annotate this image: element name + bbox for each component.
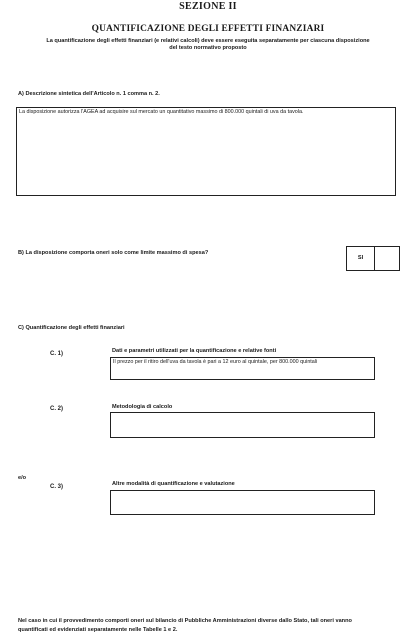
c1-box bbox=[110, 357, 375, 380]
page-title: QUANTIFICAZIONE DEGLI EFFETTI FINANZIARI bbox=[91, 24, 325, 34]
answer-si-label: SI bbox=[357, 255, 364, 261]
section-c-label: C) Quantificazione degli effetti finanziari bbox=[18, 325, 125, 331]
intro-text-line-1: La quantificazione degli effetti finanziari (e relativi calcoli) deve essere eseguita separatamente per ciascuna disposizione bbox=[46, 38, 370, 44]
c1-box-text: Il prezzo per il ritiro dell'uva da tavola è pari a 12 euro al quintale, per 800.000 quintali bbox=[113, 359, 318, 365]
c1-title: Dati e parametri utilizzati per la quantificazione e relative fonti bbox=[112, 348, 277, 354]
or-label: e/o bbox=[18, 475, 27, 481]
section-title: SEZIONE II bbox=[179, 1, 237, 12]
section-a-description-box bbox=[16, 107, 396, 196]
c2-title: Metodologia di calcolo bbox=[112, 404, 173, 410]
c2-number: C. 2) bbox=[50, 406, 64, 412]
c1-number: C. 1) bbox=[50, 351, 64, 357]
section-b-question: B) La disposizione comporta oneri solo come limite massimo di spesa? bbox=[18, 250, 209, 256]
footer-note-line-1: Nel caso in cui il provvedimento comporti oneri sul bilancio di Pubbliche Amministrazioni diverse dallo Stato, tali oneri vanno bbox=[18, 618, 352, 624]
section-a-description-text: La disposizione autorizza l'AGEA ad acquisire sul mercato un quantitativo massimo di 800.000 quintali di uva da tavola. bbox=[19, 109, 304, 115]
intro-text-line-2: del testo normativo proposto bbox=[169, 45, 247, 51]
c2-box bbox=[110, 412, 375, 438]
section-a-label: A) Descrizione sintetica dell'Articolo n. 1 comma n. 2. bbox=[18, 91, 160, 97]
answer-no-box bbox=[374, 246, 400, 271]
footer-note-line-2: quantificati ed evidenziati separatamente nelle Tabelle 1 e 2. bbox=[18, 627, 178, 633]
c3-title: Altre modalità di quantificazione e valutazione bbox=[112, 481, 235, 487]
c3-number: C. 3) bbox=[50, 484, 64, 490]
c3-box bbox=[110, 490, 375, 515]
answer-si-box bbox=[346, 246, 375, 271]
